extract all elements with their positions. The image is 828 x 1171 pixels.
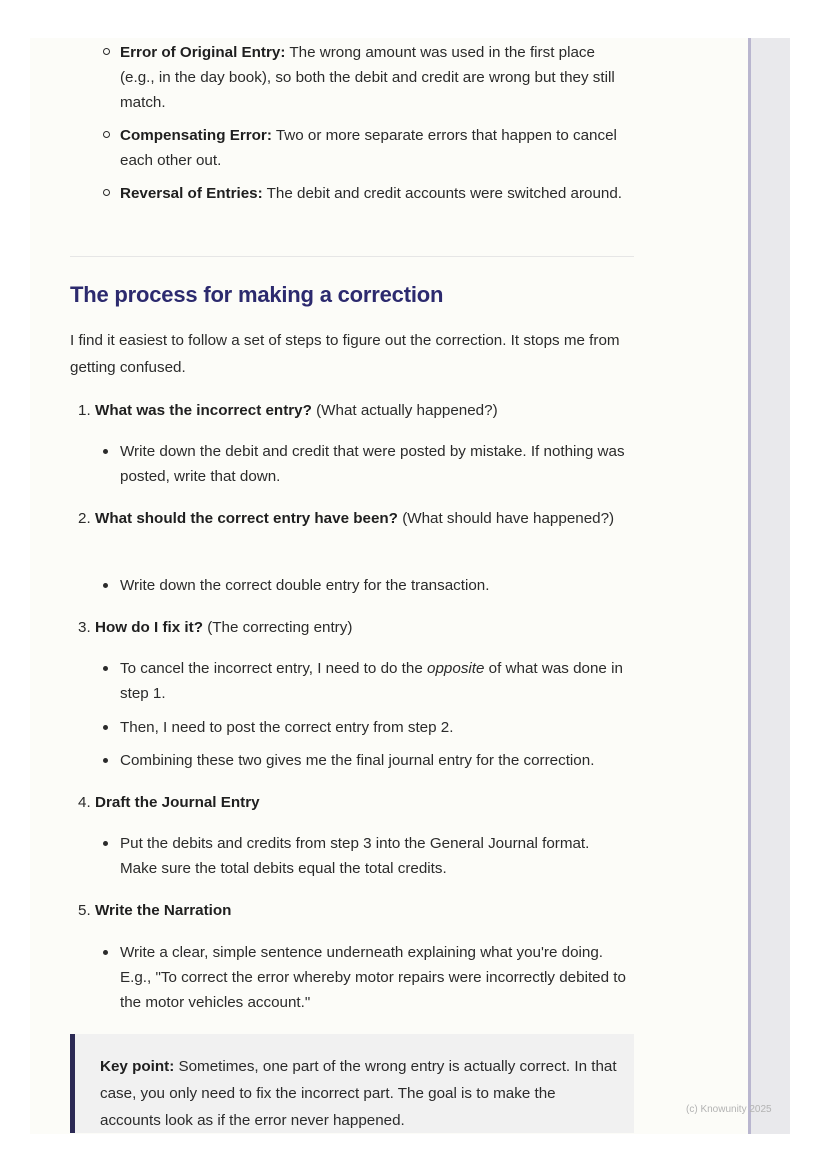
term: Compensating Error: xyxy=(120,127,272,144)
step-title: Draft the Journal Entry xyxy=(95,794,260,811)
step-number: 3. xyxy=(78,619,91,636)
list-item: Put the debits and credits from step 3 into the General Journal format. Make sure the total debits equal the total credits. xyxy=(120,831,630,881)
list-item: Write down the debit and credit that were posted by mistake. If nothing was posted, write that down. xyxy=(120,439,630,489)
bullet-icon xyxy=(103,950,108,955)
circle-bullet-icon xyxy=(103,131,110,138)
step-3 xyxy=(78,615,634,640)
list-item: Write a clear, simple sentence underneath explaining what you're doing. E.g., "To correct the error whereby motor repairs were incorrectly debited to the motor vehicles account." xyxy=(120,940,635,1015)
list-item: Combining these two gives me the final journal entry for the correction. xyxy=(120,748,630,773)
list-item: Write down the correct double entry for the transaction. xyxy=(120,573,630,598)
step-note: (What should have happened?) xyxy=(397,510,615,527)
step-1 xyxy=(78,398,634,423)
step-5 xyxy=(78,898,634,923)
circle-bullet-icon xyxy=(103,48,110,55)
copyright-notice: (c) Knowunity 2025 xyxy=(686,1104,772,1115)
term: Reversal of Entries: xyxy=(120,185,263,202)
bullet-icon xyxy=(103,583,108,588)
step-4 xyxy=(78,790,634,815)
step-number: 5. xyxy=(78,902,91,919)
list-item-compensating-error xyxy=(120,123,630,173)
section-divider xyxy=(70,256,634,257)
intro-paragraph: I find it easiest to follow a set of steps to figure out the correction. It stops me from getting confused. xyxy=(70,332,620,376)
step-title: What was the incorrect entry? xyxy=(95,402,312,419)
step-title: How do I fix it? xyxy=(95,619,203,636)
definition: The debit and credit accounts were switched around. xyxy=(262,185,623,202)
list-item: To cancel the incorrect entry, I need to do the opposite of what was done in step 1. xyxy=(120,656,630,706)
bullet-icon xyxy=(103,725,108,730)
side-rail xyxy=(748,38,790,1134)
step-number: 1. xyxy=(78,402,91,419)
list-item: Then, I need to post the correct entry from step 2. xyxy=(120,715,630,740)
callout-text: Key point: Sometimes, one part of the wrong entry is actually correct. In that case, you only need to fix the incorrect part. The goal is to make the accounts look as if the error never happened. xyxy=(100,1058,617,1129)
bullet-icon xyxy=(103,449,108,454)
key-point-callout xyxy=(70,1034,634,1133)
term: Error of Original Entry: xyxy=(120,44,286,61)
step-note: (The correcting entry) xyxy=(203,619,353,636)
bullet-icon xyxy=(103,841,108,846)
section-heading: The process for making a correction xyxy=(70,282,444,307)
definition: Two or more separate errors that happen to cancel each other out. xyxy=(120,127,617,169)
bullet-icon xyxy=(103,758,108,763)
step-title: What should the correct entry have been? xyxy=(95,510,398,527)
step-2 xyxy=(78,506,634,531)
step-number: 2. xyxy=(78,510,91,527)
step-title: Write the Narration xyxy=(95,902,232,919)
circle-bullet-icon xyxy=(103,189,110,196)
list-item-error-of-original-entry xyxy=(120,40,630,115)
step-note: (What actually happened?) xyxy=(311,402,498,419)
callout-label: Key point: xyxy=(100,1058,175,1075)
definition: The wrong amount was used in the first place (e.g., in the day book), so both the debit and credit are wrong but they still match. xyxy=(120,44,615,111)
bullet-icon xyxy=(103,666,108,671)
callout-accent-bar xyxy=(70,1034,75,1133)
rail-divider xyxy=(748,38,751,1134)
step-number: 4. xyxy=(78,794,91,811)
list-item-reversal-of-entries xyxy=(120,181,630,206)
